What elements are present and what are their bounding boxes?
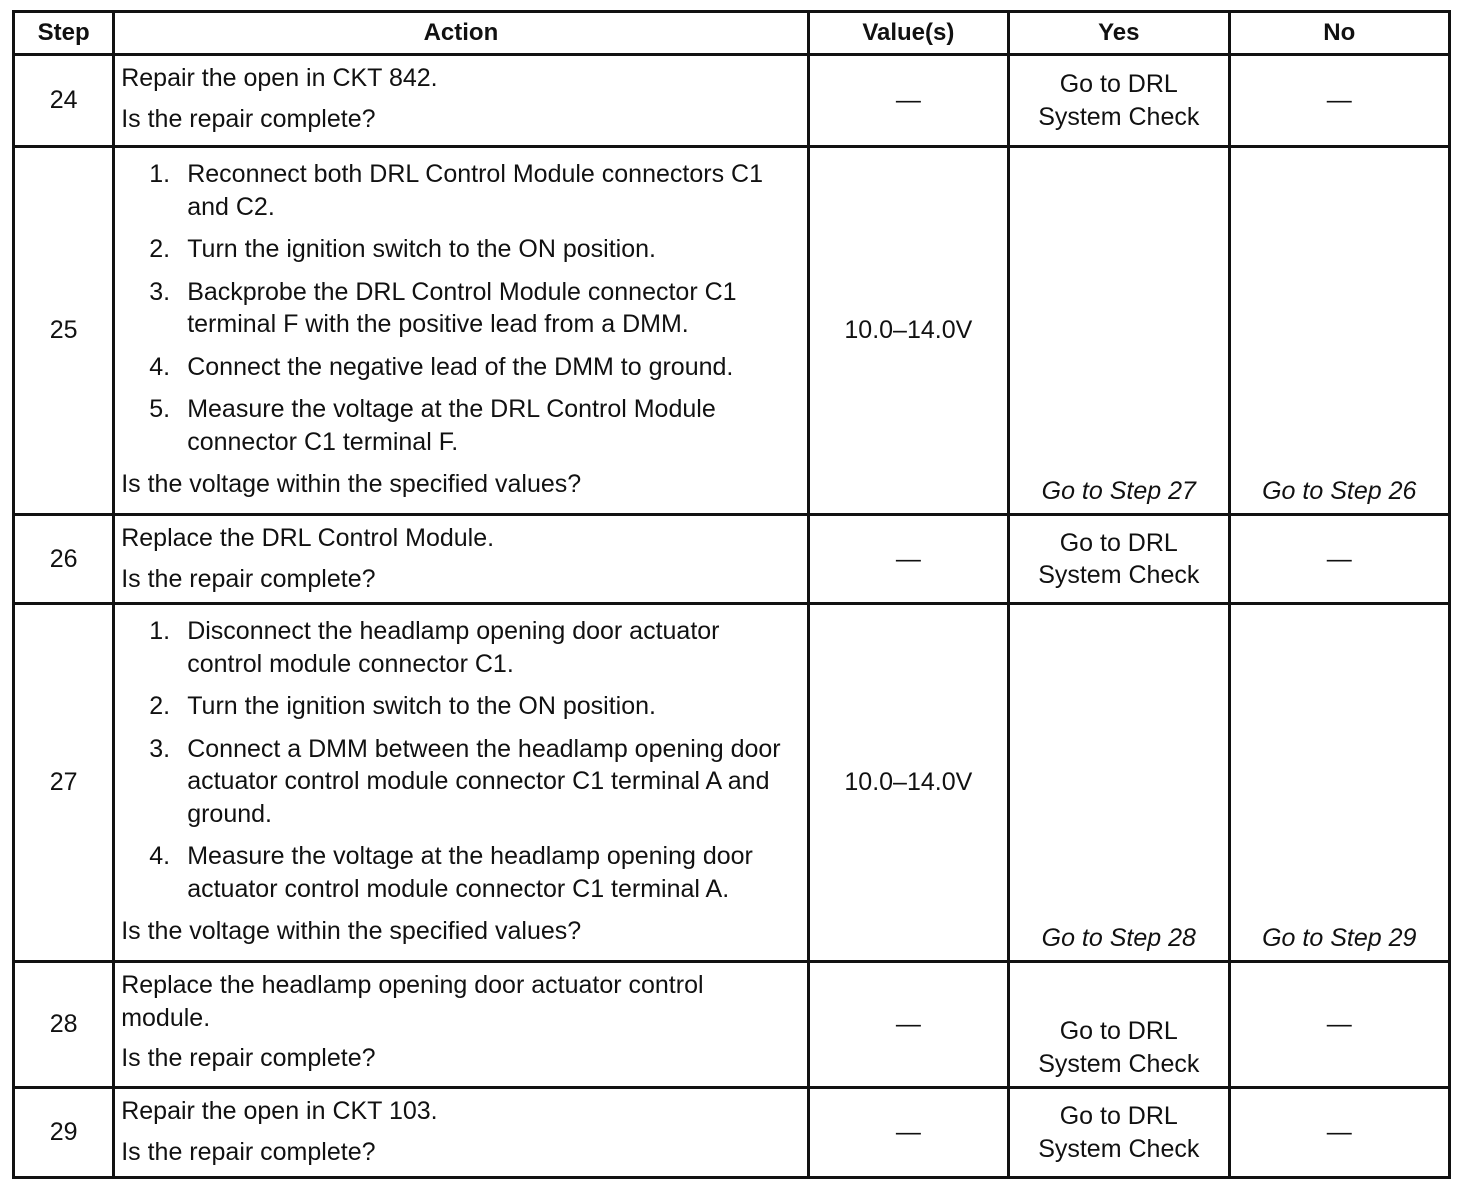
action-question: Is the repair complete? xyxy=(121,1137,376,1166)
step-number: 27 xyxy=(14,604,114,962)
step-item-text: Measure the voltage at the DRL Control Module connector C1 terminal F. xyxy=(187,395,716,456)
header-yes: Yes xyxy=(1009,12,1229,55)
table-row xyxy=(14,962,1450,1088)
no-cell: Go to Step 29 xyxy=(1229,604,1450,962)
action-cell xyxy=(114,515,808,604)
no-cell: — xyxy=(1229,1088,1450,1178)
step-item-number: 1. xyxy=(149,617,171,645)
action-cell xyxy=(114,1088,808,1178)
step-item-number: 1. xyxy=(149,160,171,188)
action-question: Is the repair complete? xyxy=(121,104,376,133)
step-item-text: Connect a DMM between the headlamp opening door actuator control module connector C1 terminal A and ground. xyxy=(187,734,781,828)
step-number: 29 xyxy=(14,1088,114,1178)
yes-cell xyxy=(1009,962,1229,1088)
step-item-number: 3. xyxy=(149,734,171,763)
step-number: 24 xyxy=(14,55,114,147)
action-steps-list xyxy=(121,158,792,458)
action-cell xyxy=(114,962,808,1088)
action-question: Is the repair complete? xyxy=(121,564,376,593)
yes-line-2: System Check xyxy=(1038,1134,1200,1163)
yes-cell xyxy=(1009,1088,1229,1178)
action-text: Replace the headlamp opening door actuator control module. xyxy=(121,971,704,1032)
action-text: Repair the open in CKT 842. xyxy=(121,64,438,92)
value-cell: — xyxy=(808,515,1008,604)
action-cell xyxy=(114,55,808,147)
action-question: Is the voltage within the specified values? xyxy=(121,470,582,498)
no-cell: — xyxy=(1229,515,1450,604)
yes-line-1: Go to DRL xyxy=(1059,528,1178,557)
value-cell: 10.0–14.0V xyxy=(808,147,1008,515)
list-item xyxy=(121,733,792,831)
step-item-text: Disconnect the headlamp opening door actuator control module connector C1. xyxy=(187,617,720,678)
table-row xyxy=(14,1088,1450,1178)
step-item-text: Turn the ignition switch to the ON position. xyxy=(187,235,656,263)
value-cell: — xyxy=(808,962,1008,1088)
yes-cell: Go to Step 28 xyxy=(1009,604,1229,962)
action-text: Repair the open in CKT 103. xyxy=(121,1097,438,1125)
table-header-row xyxy=(14,12,1450,55)
action-steps-list xyxy=(121,615,792,905)
list-item xyxy=(121,690,792,723)
step-number: 26 xyxy=(14,515,114,604)
step-item-number: 4. xyxy=(149,842,171,870)
value-cell: 10.0–14.0V xyxy=(808,604,1008,962)
list-item xyxy=(121,351,792,384)
list-item xyxy=(121,393,792,458)
action-question: Is the repair complete? xyxy=(121,1044,376,1072)
yes-line-2: System Check xyxy=(1038,1049,1200,1078)
step-item-text: Connect the negative lead of the DMM to ground. xyxy=(187,352,734,381)
yes-line-1: Go to DRL xyxy=(1059,70,1178,98)
yes-cell xyxy=(1009,55,1229,147)
step-number: 25 xyxy=(14,147,114,515)
step-item-text: Reconnect both DRL Control Module connectors C1 and C2. xyxy=(187,160,763,221)
no-cell: Go to Step 26 xyxy=(1229,147,1450,515)
list-item xyxy=(121,233,792,266)
table-row xyxy=(14,604,1450,962)
step-item-text: Turn the ignition switch to the ON position. xyxy=(187,692,656,720)
header-values: Value(s) xyxy=(808,12,1008,55)
yes-line-2: System Check xyxy=(1038,561,1200,589)
header-action: Action xyxy=(114,12,808,55)
action-text: Replace the DRL Control Module. xyxy=(121,524,495,552)
list-item xyxy=(121,276,792,341)
yes-line-1: Go to DRL xyxy=(1059,1102,1178,1130)
step-item-number: 3. xyxy=(149,277,171,306)
step-item-number: 4. xyxy=(149,352,171,381)
action-cell xyxy=(114,604,808,962)
list-item xyxy=(121,158,792,223)
no-cell: — xyxy=(1229,55,1450,147)
diagnostic-table xyxy=(12,10,1451,1179)
list-item xyxy=(121,615,792,680)
value-cell: — xyxy=(808,1088,1008,1178)
step-number: 28 xyxy=(14,962,114,1088)
step-item-text: Backprobe the DRL Control Module connector C1 terminal F with the positive lead from a DMM. xyxy=(187,277,737,338)
header-no: No xyxy=(1229,12,1450,55)
step-item-number: 5. xyxy=(149,395,171,423)
list-item xyxy=(121,840,792,905)
yes-line-1: Go to DRL xyxy=(1059,1017,1178,1045)
table-row xyxy=(14,55,1450,147)
yes-cell: Go to Step 27 xyxy=(1009,147,1229,515)
step-item-number: 2. xyxy=(149,235,171,263)
step-item-text: Measure the voltage at the headlamp opening door actuator control module connector C1 terminal A. xyxy=(187,842,753,903)
table-row xyxy=(14,147,1450,515)
value-cell: — xyxy=(808,55,1008,147)
action-cell xyxy=(114,147,808,515)
table-row xyxy=(14,515,1450,604)
no-cell: — xyxy=(1229,962,1450,1088)
step-item-number: 2. xyxy=(149,692,171,720)
yes-cell xyxy=(1009,515,1229,604)
header-step: Step xyxy=(14,12,114,55)
action-question: Is the voltage within the specified values? xyxy=(121,917,582,945)
yes-line-2: System Check xyxy=(1038,102,1200,131)
